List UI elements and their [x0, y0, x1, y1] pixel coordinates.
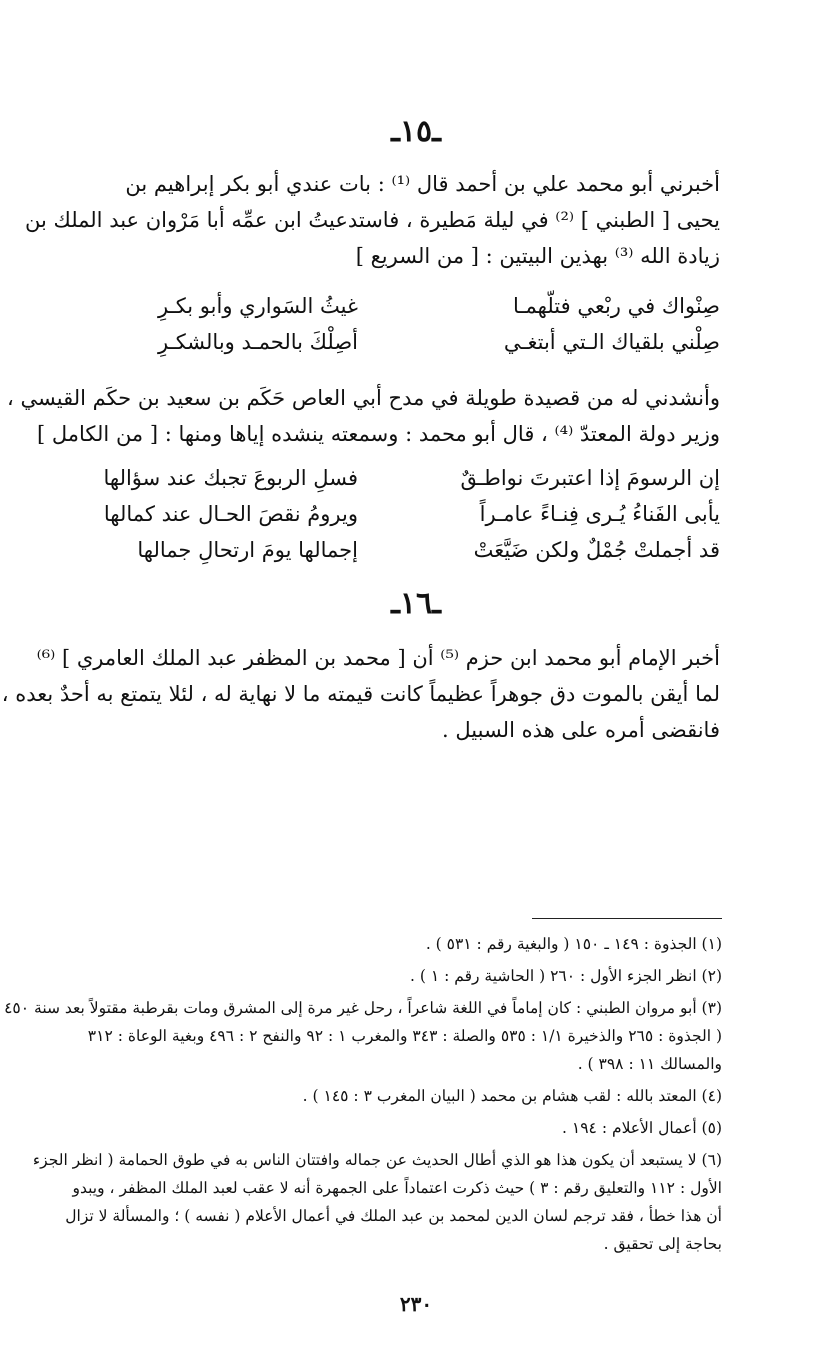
footnote-6 [32, 1146, 722, 1258]
page-number: ٢٣٠ [399, 1292, 433, 1316]
footnotes [4, 930, 722, 1262]
footnote-line: (٥) أعمال الأعلام : ١٩٤ . [562, 1119, 722, 1137]
footnote-5 [46, 1114, 722, 1142]
verse-row [48, 324, 720, 360]
section-number-16: ـ١٦ـ [391, 586, 441, 621]
text-line: لما أيقن بالموت دق جوهراً عظيماً كانت قيمته ما لا نهاية له ، لئلا يتمتع به أحدٌ بعده ، [1, 682, 720, 706]
text-line: وزير دولة المعتدّ ⁽⁴⁾ ، قال أبو محمد : وسمعته ينشده إياها ومنها : [ من الكامل ] [37, 422, 720, 446]
footnote-line: (٣) أبو مروان الطبني : كان إماماً في اللغة شاعراً ، رحل غير مرة إلى المشرق ومات بقرطبة مقتولاً بعد سنة ٤٥٠ [4, 999, 722, 1017]
footnote-4 [46, 1082, 722, 1110]
verse-block-1 [48, 288, 720, 360]
text-line: أخبرني أبو محمد علي بن أحمد قال ⁽¹⁾ : بات عندي أبو بكر إبراهيم بن [125, 172, 720, 196]
text-line: زيادة الله ⁽³⁾ بهذين البيتين : [ من السريع ] [355, 244, 720, 268]
section-15-intro [24, 166, 720, 274]
verse-second-hemistich: أصِلْكَ بالحمـد وبالشكـرِ [157, 330, 358, 354]
section-16-body [1, 640, 720, 748]
text-line: أخبر الإمام أبو محمد ابن حزم ⁽⁵⁾ أن [ محمد بن المظفر عبد الملك العامري ] ⁽⁶⁾ [36, 646, 720, 670]
verse-row [48, 460, 720, 496]
section-number-15: ـ١٥ـ [391, 114, 441, 149]
footnote-line: والمسالك ١١ : ٣٩٨ ) . [577, 1055, 722, 1073]
footnote-2 [46, 962, 722, 990]
footnote-1 [46, 930, 722, 958]
footnote-3 [4, 994, 722, 1078]
section-15-middle [7, 380, 720, 452]
footnote-line: بحاجة إلى تحقيق . [603, 1235, 722, 1253]
text-line: فانقضى أمره على هذه السبيل . [442, 718, 720, 742]
verse-first-hemistich: إن الرسومَ إذا اعتبرتَ نواطـقٌ [460, 466, 720, 490]
text-line: يحيى [ الطبني ] ⁽²⁾ في ليلة مَطيرة ، فاستدعيتُ ابن عمِّه أبا مَرْوان عبد الملك بن [24, 208, 720, 232]
footnote-line: الأول : ١١٢ والتعليق رقم : ٣ ) حيث ذكرت اعتماداً على الجمهرة أنه لا عقب لعبد الملك المظفر ، ويبدو [72, 1179, 722, 1197]
footnote-line: (١) الجذوة : ١٤٩ ـ ١٥٠ ( والبغية رقم : ٥٣١ ) . [425, 935, 722, 953]
verse-second-hemistich: ويرومُ نقصَ الحـال عند كمالها [103, 502, 358, 526]
verse-first-hemistich: يأبى الفَناءُ يُـرى فِنـاءً عامـراً [479, 502, 720, 526]
verse-first-hemistich: صِنْواك في ربْعي فتلّهمـا [512, 294, 720, 318]
footnote-line: (٢) انظر الجزء الأول : ٢٦٠ ( الحاشية رقم : ١ ) . [410, 967, 722, 985]
verse-second-hemistich: فسلِ الربوعَ تجبك عند سؤالها [103, 466, 358, 490]
footnote-line: ( الجذوة : ٢٦٥ والذخيرة ١/١ : ٥٣٥ والصلة : ٣٤٣ والمغرب ١ : ٩٢ والنفح ٢ : ٤٩٦ وبغية الوعاة : ٣١٢ [87, 1027, 722, 1045]
text-line: وأنشدني له من قصيدة طويلة في مدح أبي العاص حَكَم بن سعيد بن حكَم القيسي ، [7, 386, 720, 410]
verse-second-hemistich: إجمالها يومَ ارتحالِ جمالها [137, 538, 358, 562]
verse-first-hemistich: قد أجملتْ جُمْلٌ ولكن ضَيَّعَتْ [473, 538, 720, 562]
footnote-line: (٦) لا يستبعد أن يكون هذا هو الذي أطال الحديث عن جماله وافتتان الناس به في طوق الحمامة ( انظر الجزء [32, 1151, 722, 1169]
verse-row [48, 496, 720, 532]
footnote-line: أن هذا خطأ ، فقد ترجم لسان الدين لمحمد بن عبد الملك في أعمال الأعلام ( نفسه ) ؛ والمسألة لا تزال [65, 1207, 722, 1225]
footnote-separator [532, 918, 722, 919]
verse-row [48, 532, 720, 568]
verse-first-hemistich: صِلْني بلقياك الـتي أبتغـي [503, 330, 720, 354]
verse-row [48, 288, 720, 324]
footnote-line: (٤) المعتد بالله : لقب هشام بن محمد ( البيان المغرب ٣ : ١٤٥ ) . [302, 1087, 722, 1105]
verse-second-hemistich: غيثُ السَواري وأبو بكـرِ [157, 294, 358, 318]
verse-block-2 [48, 460, 720, 568]
